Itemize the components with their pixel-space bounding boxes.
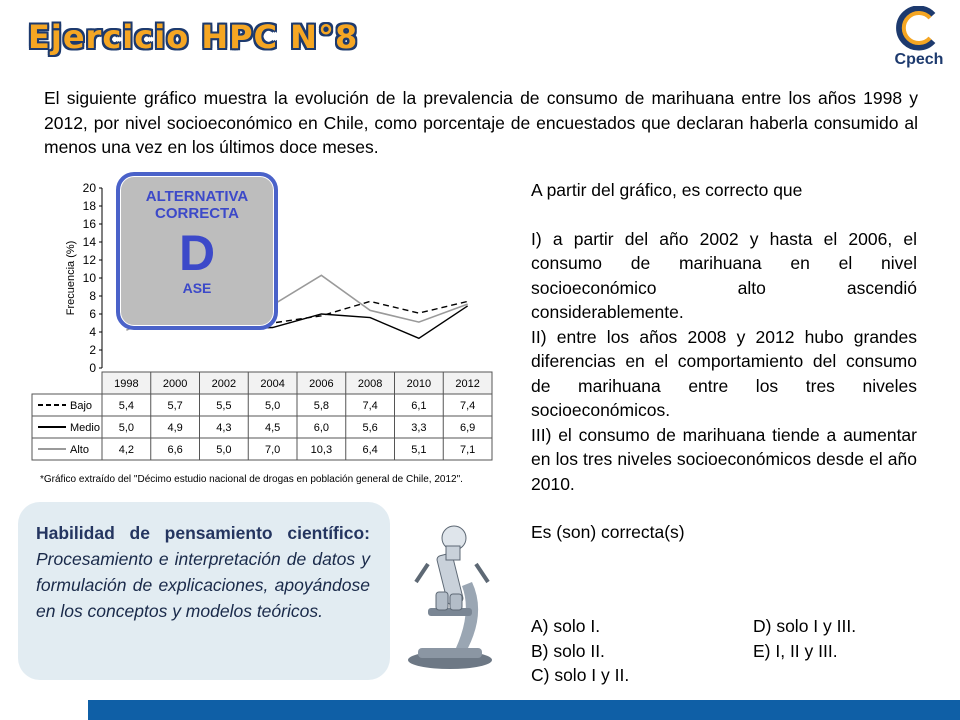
y-tick-label: 6 — [89, 307, 96, 321]
category-label: 2002 — [211, 378, 237, 390]
y-tick-label: 10 — [82, 271, 96, 285]
statement-3: III) el consumo de marihuana tiende a aumentar en los tres niveles socioeconómicos desde el año 2010. — [531, 424, 917, 494]
page-title: Ejercicio HPC N°8 — [28, 18, 359, 56]
skill-box — [18, 502, 390, 680]
data-label: 5,5 — [216, 400, 232, 412]
answer-badge — [116, 172, 278, 330]
data-label: 3,3 — [411, 422, 427, 434]
y-tick-label: 4 — [89, 325, 96, 339]
data-label: 5,0 — [216, 444, 232, 456]
statement-2: II) entre los años 2008 y 2012 hubo grandes diferencias en el comportamiento del consumo de marihuana entre los tres niveles socioeconómicos. — [531, 326, 917, 420]
data-label: 6,6 — [167, 444, 183, 456]
statement-1: I) a partir del año 2002 y hasta el 2006, el consumo de marihuana en el nivel socioeconómico alto ascendió considerablemente. — [531, 228, 917, 322]
data-label: 6,0 — [313, 422, 330, 434]
y-tick-label: 14 — [82, 235, 96, 249]
question-prompt: Es (son) correcta(s) — [531, 522, 685, 542]
legend-label: Bajo — [70, 400, 93, 412]
y-tick-label: 18 — [82, 199, 96, 213]
data-label: 4,3 — [216, 422, 232, 434]
legend-label: Medio — [70, 422, 100, 434]
skill-description: Procesamiento e interpretación de datos y formulación de explicaciones, apoyándose en los conceptos y modelos teóricos. — [36, 549, 370, 621]
option-e: E) I, II y III. — [753, 640, 838, 661]
category-label: 2006 — [309, 378, 334, 390]
y-tick-label: 20 — [82, 181, 96, 195]
skill-text — [36, 520, 370, 624]
data-label: 5,7 — [167, 400, 183, 412]
cpech-logo — [884, 6, 954, 68]
data-label: 7,1 — [459, 444, 476, 456]
data-label: 5,8 — [313, 400, 330, 412]
intro-paragraph: El siguiente gráfico muestra la evolución de la prevalencia de consumo de marihuana entre los años 1998 y 2012, por nivel socioeconómico en Chile, como porcentaje de encuestados que declaran haberla consumido al menos una vez en los últimos doce meses. — [44, 88, 918, 157]
question-panel — [531, 178, 917, 545]
data-label: 6,9 — [459, 422, 476, 434]
answer-heading: ALTERNATIVA CORRECTA — [145, 188, 249, 222]
y-tick-label: 2 — [89, 343, 96, 357]
data-label: 5,0 — [264, 400, 281, 412]
category-label: 1998 — [114, 378, 139, 390]
y-tick-label: 16 — [82, 217, 96, 231]
data-label: 10,3 — [310, 444, 333, 456]
data-label: 7,0 — [264, 444, 281, 456]
data-label: 5,6 — [362, 422, 378, 434]
data-label: 6,1 — [411, 400, 427, 412]
data-label: 7,4 — [459, 400, 476, 412]
data-label: 5,1 — [411, 444, 427, 456]
category-label: 2000 — [162, 378, 188, 390]
category-label: 2012 — [455, 378, 480, 390]
category-label: 2004 — [260, 378, 285, 390]
source-note: *Gráfico extraído del "Décimo estudio nacional de drogas en población general de Chile, 2012". — [40, 474, 463, 485]
microscope-icon — [398, 512, 502, 672]
y-tick-label: 0 — [89, 361, 96, 375]
option-c: C) solo I y II. — [531, 665, 630, 685]
footer-bar — [88, 700, 960, 720]
answer-options — [531, 614, 921, 688]
y-tick-label: 8 — [89, 289, 96, 303]
category-label: 2008 — [357, 378, 383, 390]
question-stem: A partir del gráfico, es correcto que — [531, 180, 803, 200]
data-label: 5,0 — [118, 422, 135, 434]
logo-text: Cpech — [894, 51, 944, 68]
option-d: D) solo I y III. — [753, 616, 857, 636]
answer-letter: D — [178, 225, 216, 281]
data-label: 4,9 — [167, 422, 183, 434]
category-label: 2010 — [406, 378, 432, 390]
data-label: 6,4 — [362, 444, 378, 456]
option-a: A) solo I. — [531, 616, 601, 636]
data-label: 4,2 — [118, 444, 135, 456]
legend-label: Alto — [70, 444, 89, 456]
answer-tag: ASE — [182, 280, 212, 296]
option-b: B) solo II. — [531, 640, 605, 661]
data-label: 5,4 — [118, 400, 135, 412]
data-label: 4,5 — [264, 422, 281, 434]
y-tick-label: 12 — [82, 253, 96, 267]
data-label: 7,4 — [362, 400, 378, 412]
skill-label: Habilidad de pensamiento científico: — [36, 523, 370, 543]
y-axis-label: Frecuencia (%) — [65, 240, 77, 316]
